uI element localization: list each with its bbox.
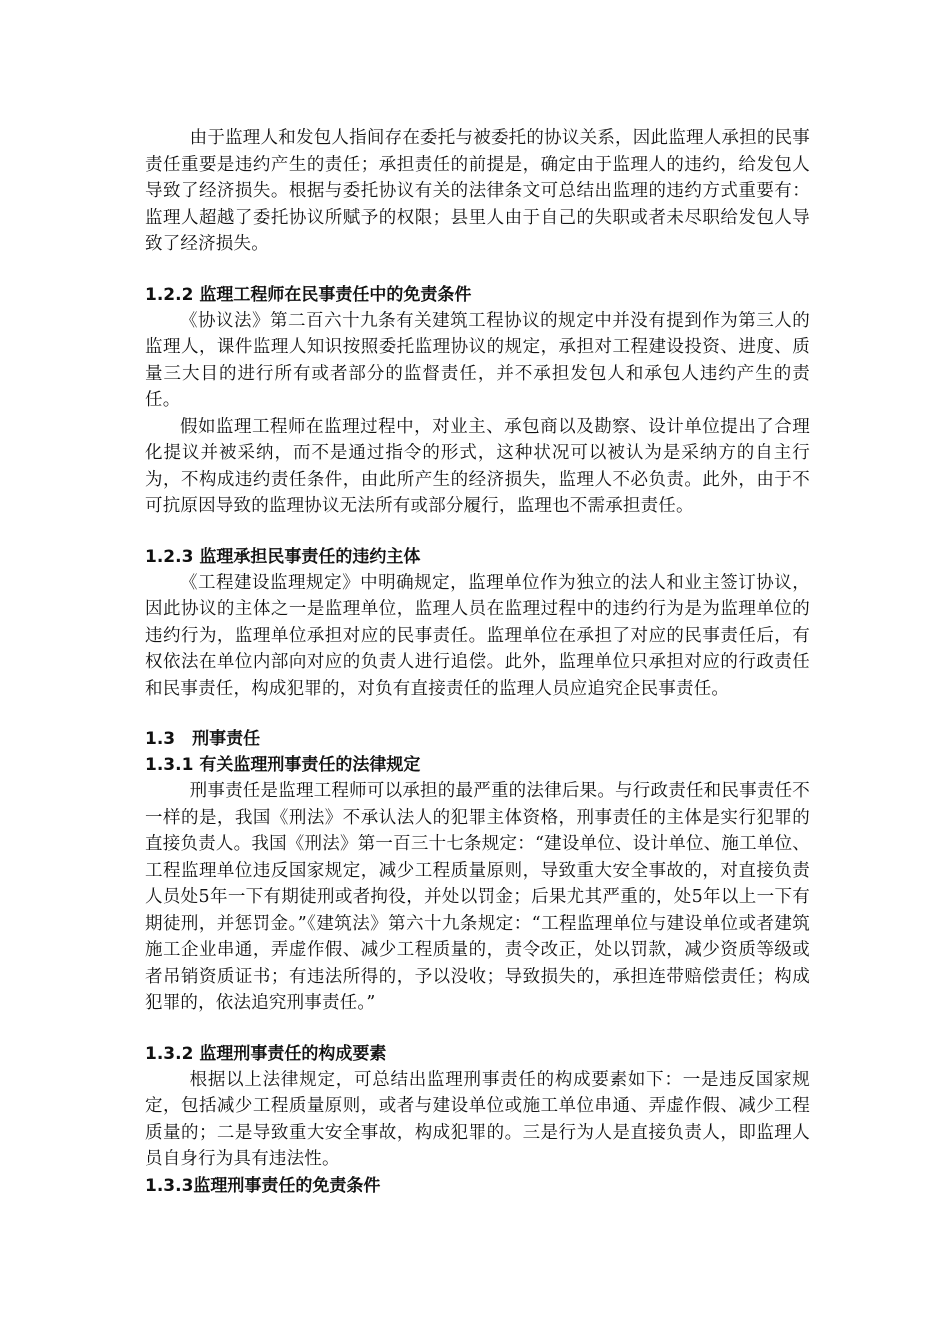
paragraph-1-2-2-a: 《协议法》第二百六十九条有关建筑工程协议的规定中并没有提到作为第三人的监理人，课件监理人知识按照委托监理协议的规定，承担对工程建设投资、进度、质量三大目的进行所有或者部分的监督责任，并不承担发包人和承包人违约产生的责任。 [145, 310, 810, 410]
intro-paragraph: 由于监理人和发包人指间存在委托与被委托的协议关系，因此监理人承担的民事责任重要是违约产生的责任；承担责任的前提是，确定由于监理人的违约，给发包人导致了经济损失。根据与委托协议有关的法律条文可总结出监理的违约方式重要有：监理人超越了委托协议所赋予的权限；县里人由于自己的失职或者未尽职给发包人导致了经济损失。 [145, 128, 810, 254]
paragraph-1-3-2: 根据以上法律规定，可总结出监理刑事责任的构成要素如下：一是违反国家规定，包括减少工程质量原则，或者与建设单位或施工单位串通、弄虚作假、减少工程质量的；二是导致重大安全事故，构成犯罪的。三是行为人是直接负责人，即监理人员自身行为具有违法性。 [145, 1069, 810, 1169]
heading-1-3-1: 1.3.1 有关监理刑事责任的法律规定 [145, 755, 421, 775]
heading-1-2-3: 1.2.3 监理承担民事责任的违约主体 [145, 546, 421, 567]
paragraph-1-2-2-b: 假如监理工程师在监理过程中，对业主、承包商以及勘察、设计单位提出了合理化提议并被采纳，而不是通过指令的形式，这种状况可以被认为是采纳方的自主行为，不构成违约责任条件，由此所产生的经济损失，监理人不必负责。此外，由于不可抗原因导致的监理协议无法所有或部分履行，监理也不需承担责任。 [145, 416, 810, 516]
heading-1-2-2: 1.2.2 监理工程师在民事责任中的免责条件 [145, 284, 472, 305]
heading-1-3: 1.3 刑事责任 [145, 729, 261, 749]
document-page [145, 125, 810, 1199]
paragraph-1-3-1: 刑事责任是监理工程师可以承担的最严重的法律后果。与行政责任和民事责任不一样的是，我国《刑法》不承认法人的犯罪主体资格，刑事责任的主体是实行犯罪的直接负责人。我国《刑法》第一百三十七条规定：“建设单位、设计单位、施工单位、工程监理单位违反国家规定，减少工程质量原则，导致重大安全事故的，对直接负责人员处5年一下有期徒刑或者拘役，并处以罚金；后果尤其严重的，处5年以上一下有期徒刑，并惩罚金。”《建筑法》第六十九条规定：“工程监理单位与建设单位或者建筑施工企业串通，弄虚作假、减少工程质量的，责令改正，处以罚款，减少资质等级或者吊销资质证书；有违法所得的，予以没收；导致损失的，承担连带赔偿责任；构成犯罪的，依法追究刑事责任。” [145, 781, 810, 1013]
heading-1-3-2: 1.3.2 监理刑事责任的构成要素 [145, 1043, 387, 1064]
paragraph-1-2-3: 《工程建设监理规定》中明确规定，监理单位作为独立的法人和业主签订协议，因此协议的主体之一是监理单位，监理人员在监理过程中的违约行为是为监理单位的违约行为，监理单位承担对应的民事责任。监理单位在承担了对应的民事责任后，有权依法在单位内部向对应的负责人进行追偿。此外，监理单位只承担对应的行政责任和民事责任，构成犯罪的，对负有直接责任的监理人员应追究企民事责任。 [145, 572, 810, 699]
heading-1-3-3: 1.3.3监理刑事责任的免责条件 [145, 1175, 381, 1196]
